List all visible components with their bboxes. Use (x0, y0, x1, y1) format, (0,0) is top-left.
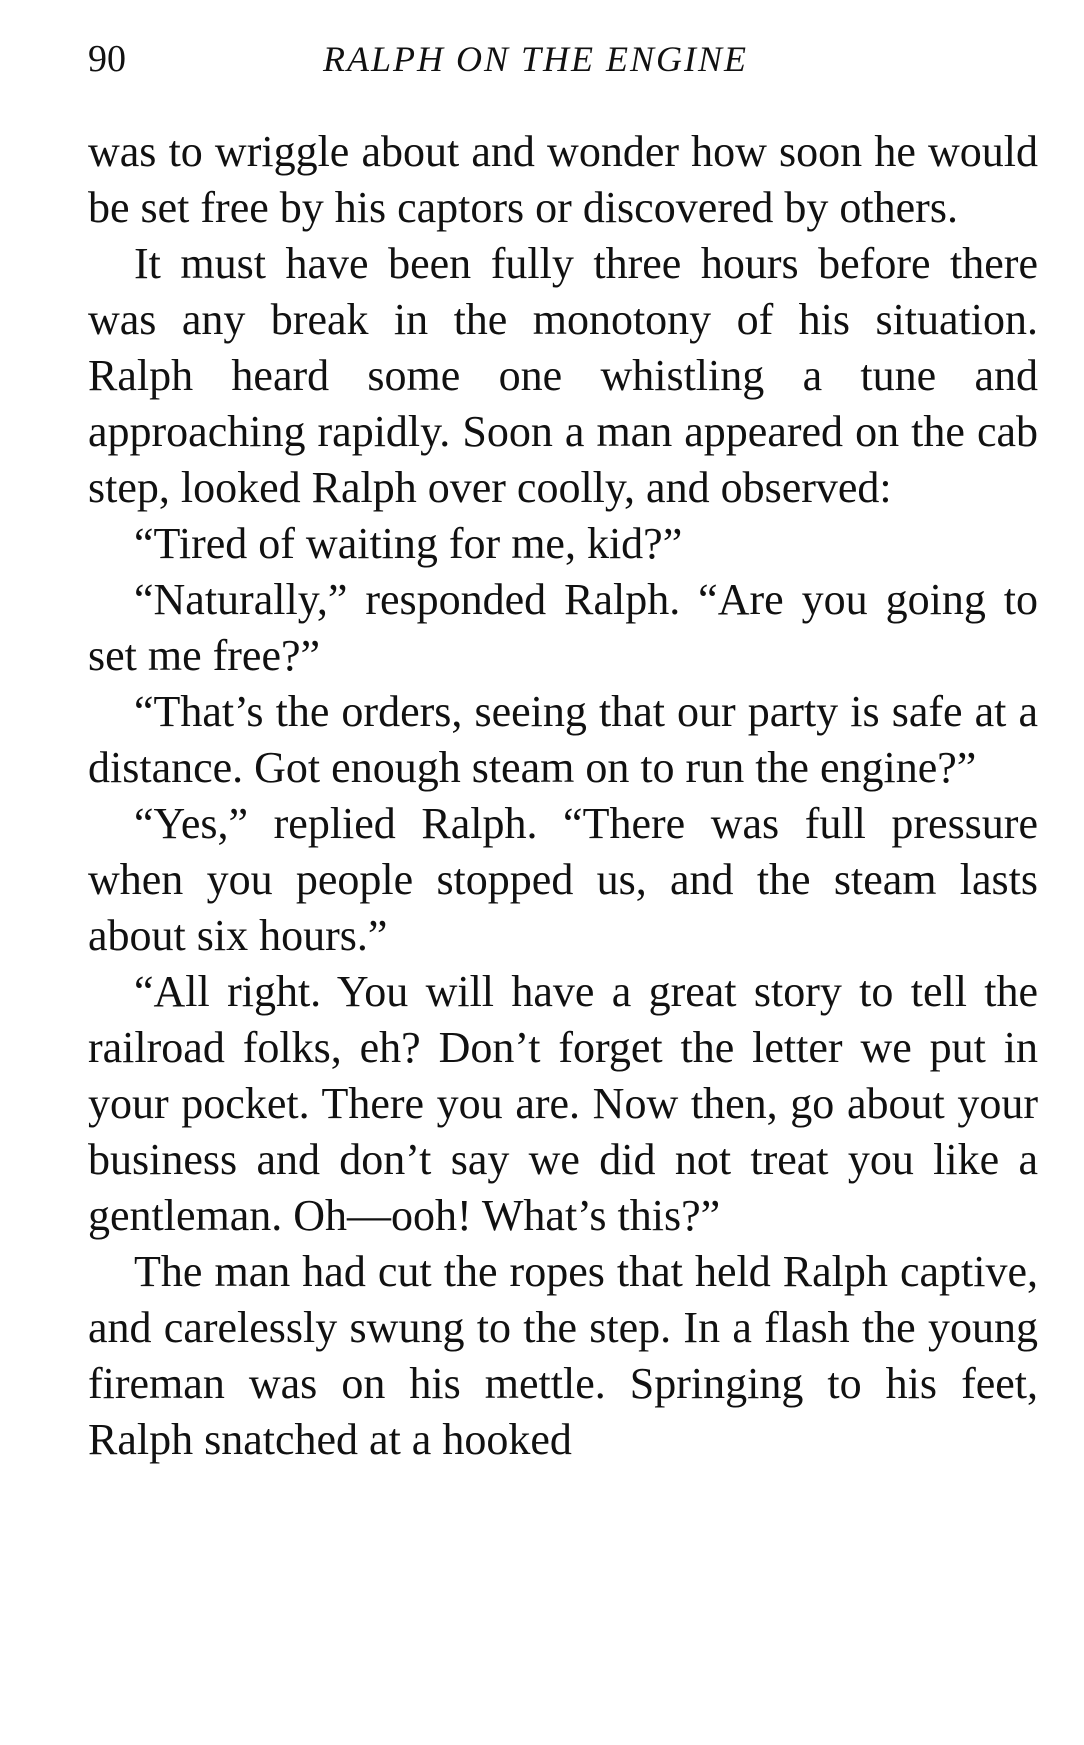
running-head (88, 34, 1038, 84)
body-text (88, 124, 1038, 1468)
page-number: 90 (88, 38, 126, 80)
paragraph-dialogue: “All right. You will have a great story to tell the railroad folks, eh? Don’t forget the letter we put in your pocket. There you are. Now then, go about your business and don’t say we did not treat you like a gentleman. Oh—ooh! What’s this?” (88, 967, 1038, 1240)
running-title: RALPH ON THE ENGINE (323, 39, 748, 79)
paragraph-dialogue: “Yes,” replied Ralph. “There was full pressure when you people stopped us, and the steam lasts about six hours.” (88, 799, 1038, 960)
paragraph-dialogue: “Tired of waiting for me, kid?” (134, 519, 683, 568)
paragraph-dialogue: “That’s the orders, seeing that our party is safe at a distance. Got enough steam on to run the engine?” (88, 687, 1038, 792)
paragraph-continuation: was to wriggle about and wonder how soon he would be set free by his captors or discovered by others. (88, 127, 1038, 232)
paragraph: The man had cut the ropes that held Ralph captive, and carelessly swung to the step. In a flash the young fireman was on his mettle. Springing to his feet, Ralph snatched at a hooked (88, 1247, 1038, 1464)
paragraph-dialogue: “Naturally,” responded Ralph. “Are you going to set me free?” (88, 575, 1038, 680)
paragraph: It must have been fully three hours before there was any break in the monotony of his situation. Ralph heard some one whistling a tune and approaching rapidly. Soon a man appeared on the cab step, looked Ralph over coolly, and observed: (88, 239, 1038, 512)
